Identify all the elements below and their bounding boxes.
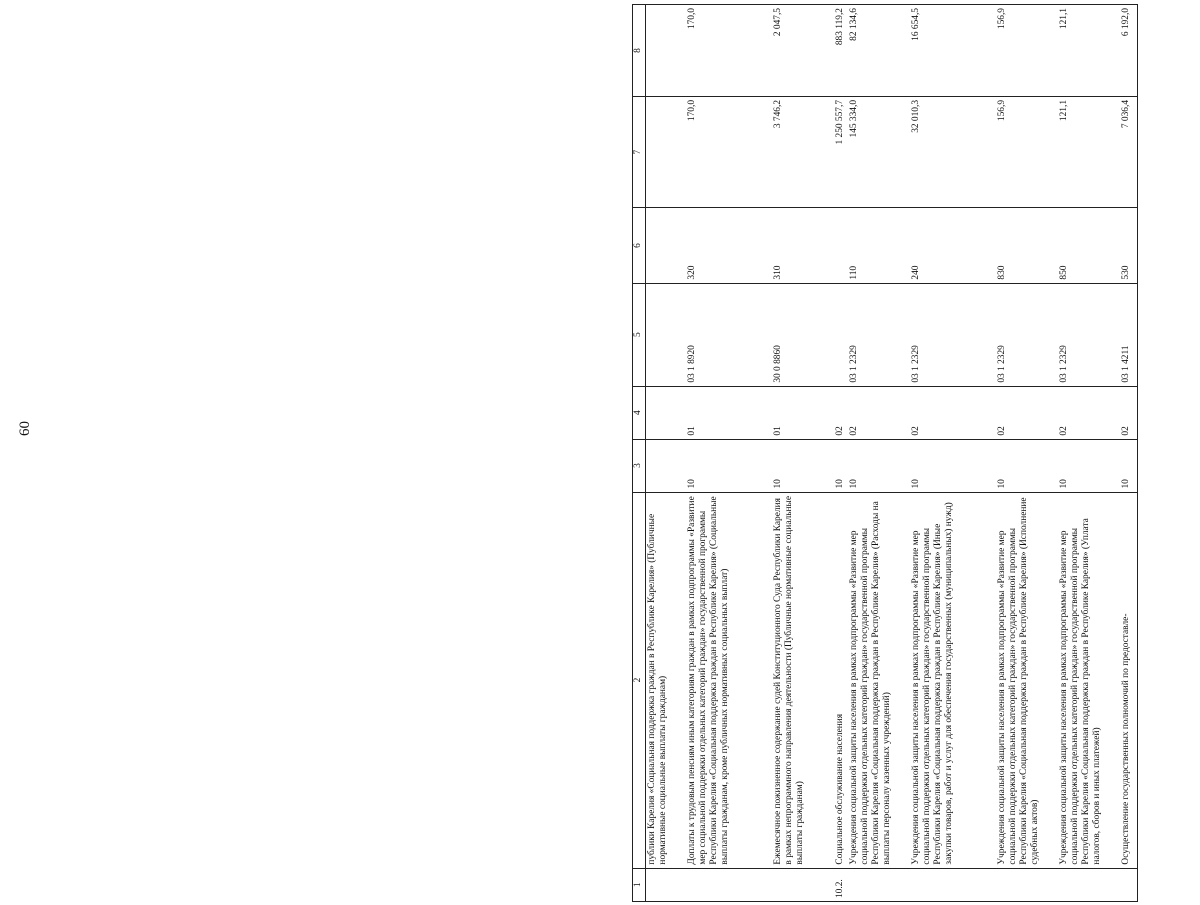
row-name: Учреждения социальной защиты населения в рамках подпрограммы «Развитие мер социальной поддержки отдельных категорий граждан» государственной программы Республики Карелия «Социальная поддержка граждан в Республике Карелия» (Исполнение судебных актов)	[996, 492, 1058, 868]
row-csr: 03 1 2329	[848, 283, 910, 386]
row-rz: 10	[686, 439, 772, 492]
row-rz: 10	[1120, 439, 1138, 492]
row-sum-7: 1 250 557,7	[834, 96, 848, 207]
page-number: 60	[17, 421, 33, 436]
row-name: Осуществление государственных полномочий по предоставле-	[1120, 492, 1138, 868]
row-sum-7: 7 036,4	[1120, 96, 1138, 207]
row-sum-8: 156,9	[996, 5, 1058, 97]
row-pr: 02	[1120, 386, 1138, 439]
row-vr: 310	[772, 208, 834, 283]
row-name: Учреждения социальной защиты населения в рамках подпрограммы «Развитие мер социальной поддержки отдельных категорий граждан» государственной программы Республики Карелия «Социальная поддержка граждан в Республике Карелия» (Иные закупки товаров, работ и услуг для обеспечения государственных (муниципальных) нужд)	[910, 492, 996, 868]
row-number	[848, 868, 910, 901]
table-row	[834, 5, 848, 902]
row-vr: 830	[996, 208, 1058, 283]
row-vr: 110	[848, 208, 910, 283]
header-col-3: 3	[633, 439, 646, 492]
row-sum-7: 121,1	[1058, 96, 1120, 207]
row-rz: 10	[996, 439, 1058, 492]
row-sum-8: 121,1	[1058, 5, 1120, 97]
rotated-table-container	[632, 4, 1200, 902]
row-rz: 10	[1058, 439, 1120, 492]
row-pr	[646, 386, 686, 439]
row-sum-7: 145 334,0	[848, 96, 910, 207]
row-csr	[646, 283, 686, 386]
row-number	[910, 868, 996, 901]
row-sum-8: 883 119,2	[834, 5, 848, 97]
row-vr: 320	[686, 208, 772, 283]
row-sum-7: 170,0	[686, 96, 772, 207]
row-csr: 30 0 8860	[772, 283, 834, 386]
row-name: Учреждения социальной защиты населения в рамках подпрограммы «Развитие мер социальной поддержки отдельных категорий граждан» государственной программы Республики Карелия «Социальная поддержка граждан в Республике Карелия» (Расходы на выплаты персоналу казенных учреждений)	[848, 492, 910, 868]
table-row	[848, 5, 910, 902]
row-sum-8: 6 192,0	[1120, 5, 1138, 97]
row-vr: 240	[910, 208, 996, 283]
row-vr	[834, 208, 848, 283]
table-row	[1120, 5, 1138, 902]
header-col-6: 6	[633, 208, 646, 283]
row-rz: 10	[848, 439, 910, 492]
header-col-5: 5	[633, 283, 646, 386]
header-col-8: 8	[633, 5, 646, 97]
row-csr	[834, 283, 848, 386]
row-vr	[646, 208, 686, 283]
row-pr: 02	[1058, 386, 1120, 439]
row-name: Социальное обслуживание населения	[834, 492, 848, 868]
budget-table	[632, 4, 1138, 902]
row-name: Учреждения социальной защиты населения в рамках подпрограммы «Развитие мер социальной поддержки отдельных категорий граждан» государственной программы Республики Карелия «Социальная поддержка граждан в Республике Карелия» (Уплата налогов, сборов и иных платежей)	[1058, 492, 1120, 868]
table-header-row	[633, 5, 646, 902]
row-pr: 02	[848, 386, 910, 439]
row-number	[1120, 868, 1138, 901]
row-vr: 850	[1058, 208, 1120, 283]
row-sum-8: 2 047,5	[772, 5, 834, 97]
row-csr: 03 1 8920	[686, 283, 772, 386]
row-rz	[646, 439, 686, 492]
row-sum-7	[646, 96, 686, 207]
header-col-1: 1	[633, 868, 646, 901]
row-sum-7: 156,9	[996, 96, 1058, 207]
row-sum-8	[646, 5, 686, 97]
table-row	[646, 5, 686, 902]
row-pr: 01	[686, 386, 772, 439]
row-number	[646, 868, 686, 901]
row-csr: 03 1 2329	[910, 283, 996, 386]
row-number	[772, 868, 834, 901]
row-pr: 02	[910, 386, 996, 439]
row-csr: 03 1 2329	[996, 283, 1058, 386]
row-sum-8: 82 134,6	[848, 5, 910, 97]
row-pr: 02	[996, 386, 1058, 439]
row-rz: 10	[772, 439, 834, 492]
table-row	[1058, 5, 1120, 902]
row-rz: 10	[910, 439, 996, 492]
row-sum-7: 3 746,2	[772, 96, 834, 207]
row-number: 10.2.	[834, 868, 848, 901]
row-name: Доплаты к трудовым пенсиям иным категориям граждан в рамках подпрограммы «Развитие мер социальной поддержки отдельных категорий граждан» государственной программы Республики Карелия «Социальная поддержка граждан в Республике Карелия» (Социальные выплаты гражданам, кроме публичных нормативных социальных выплат)	[686, 492, 772, 868]
row-sum-8: 16 654,5	[910, 5, 996, 97]
table-row	[686, 5, 772, 902]
row-pr: 02	[834, 386, 848, 439]
row-number	[686, 868, 772, 901]
row-name: публики Карелия «Социальная поддержка граждан в Республике Карелия» (Публичные нормативные социальные выплаты гражданам)	[646, 492, 686, 868]
header-col-7: 7	[633, 96, 646, 207]
row-number	[1058, 868, 1120, 901]
table-row	[910, 5, 996, 902]
row-vr: 530	[1120, 208, 1138, 283]
row-rz: 10	[834, 439, 848, 492]
row-name: Ежемесячное пожизненное содержание судей Конституционного Суда Республики Карелия в рамках непрограммного направления деятельности (Публичные нормативные социальные выплаты гражданам)	[772, 492, 834, 868]
row-number	[996, 868, 1058, 901]
header-col-4: 4	[633, 386, 646, 439]
row-pr: 01	[772, 386, 834, 439]
row-sum-7: 32 010,3	[910, 96, 996, 207]
row-csr: 03 1 2329	[1058, 283, 1120, 386]
row-csr: 03 1 4211	[1120, 283, 1138, 386]
table-row	[996, 5, 1058, 902]
header-col-2: 2	[633, 492, 646, 868]
table-row	[772, 5, 834, 902]
row-sum-8: 170,0	[686, 5, 772, 97]
